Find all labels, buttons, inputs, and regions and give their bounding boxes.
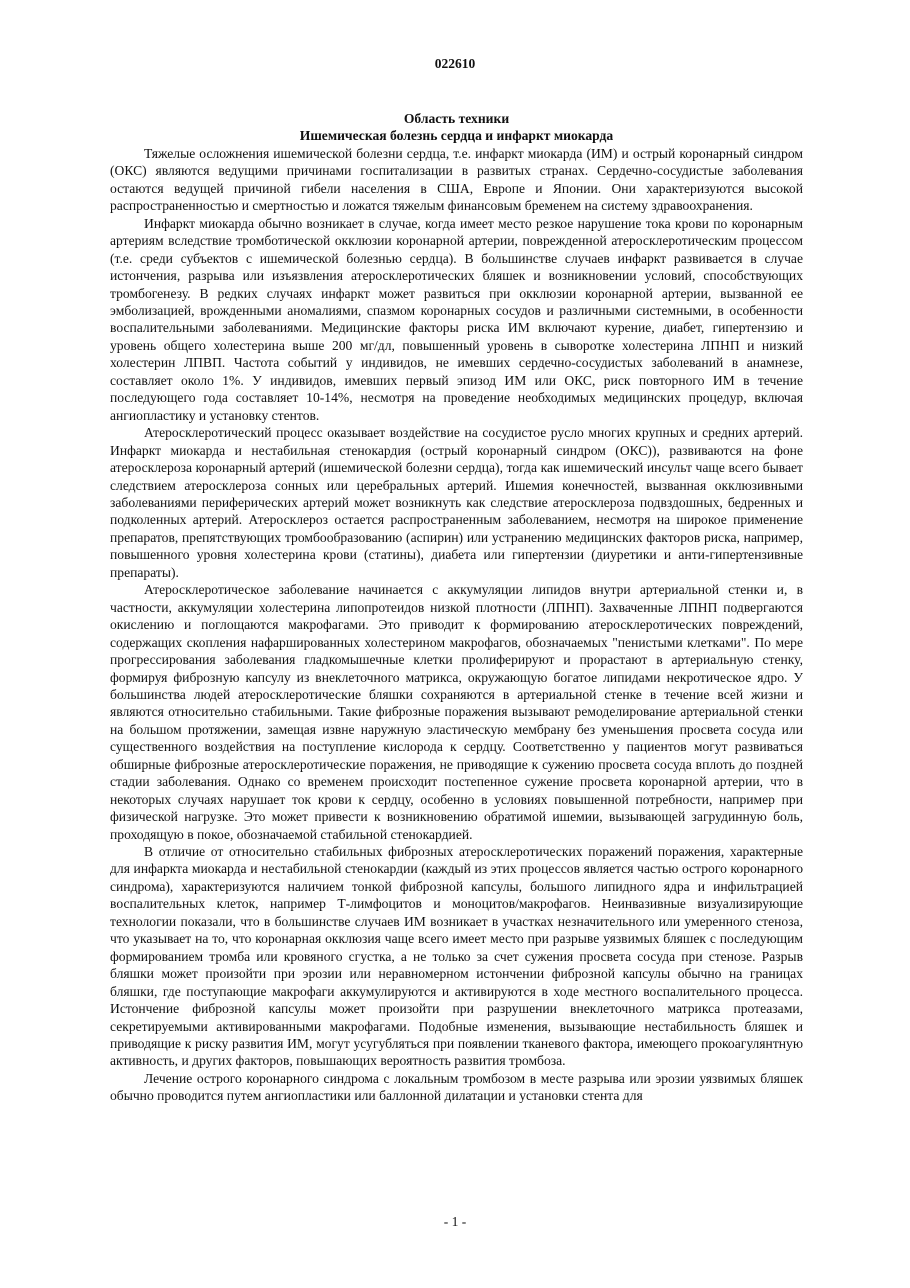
document-number: 022610 (434, 56, 476, 71)
section-title: Область техники (403, 111, 510, 126)
paragraph: Лечение острого коронарного синдрома с локальным тромбозом в месте разрыва или эрозии уязвимых бляшек обычно проводится путем ангиопластики или баллонной дилатации и установки стента для (110, 1070, 803, 1104)
document-body (110, 110, 803, 1105)
paragraph: Атеросклеротическое заболевание начинается с аккумуляции липидов внутри артериальной стенки и, в частности, аккумуляции холестерина липопротеидов низкой плотности (ЛПНП). Захваченные ЛПНП подвергаются окислению и поглощаются макрофагами. Это приводит к формированию атеросклеротических повреждений, содержащих скопления нафаршированных холестерином макрофагов, обозначаемых "пенистыми клетками". По мере прогрессирования заболевания гладкомышечные клетки пролиферируют и прорастают в артериальную стенку, формируя фиброзную капсулу из внеклеточного матрикса, окружающую богатое липидами некротическое ядро. У большинства людей атеросклеротические бляшки сохраняются в артериальной стенке в течение всей жизни и являются относительно стабильными. Такие фиброзные поражения вызывают ремоделирование артериальной стенки на большом протяжении, замещая извне наружную эластическую мембрану без уменьшения просвета сосуда или существенного воздействия на поступление кислорода к сердцу. Соответственно у пациентов могут развиваться обширные фиброзные атеросклеротические поражения, не приводящие к сужению просвета сосуда вплоть до поздней стадии заболевания. Однако со временем происходит постепенное сужение просвета коронарной артерии, что в некоторых случаях нарушает ток крови к сердцу, особенно в условиях повышенной потребности, например при физической нагрузке. Это может привести к возникновению обратимой ишемии, вызывающей загрудинную боль, проходящую в покое, обозначаемой стабильной стенокардией. (110, 582, 803, 842)
subsection-title: Ишемическая болезнь сердца и инфаркт миокарда (299, 128, 614, 144)
paragraph: Тяжелые осложнения ишемической болезни сердца, т.е. инфаркт миокарда (ИМ) и острый коронарный синдром (ОКС) являются ведущими причинами госпитализации в развитых странах. Сердечно-сосудистые заболевания остаются ведущей причиной гибели населения в США, Европе и Японии. Они характеризуются высокой распространенностью и смертностью и ложатся тяжелым финансовым бременем на систему здравоохранения. (110, 145, 803, 214)
paragraph: Инфаркт миокарда обычно возникает в случае, когда имеет место резкое нарушение тока крови по коронарным артериям вследствие тромботической окклюзии коронарной артерии, поврежденной атеросклеротическим процессом (т.е. среди субъектов с ишемической болезнью сердца). В большинстве случаев инфаркт развивается в случае истончения, разрыва или изъязвления атеросклеротических бляшек и возникновении условий, способствующих тромбогенезу. В редких случаях инфаркт может развиться при окклюзии коронарной артерии, вызванной ее эмболизацией, врожденными аномалиями, спазмом коронарных сосудов и различными системными, в особенности воспалительными заболеваниями. Медицинские факторы риска ИМ включают курение, диабет, гипертензию и уровень общего холестерина выше 200 мг/дл, повышенный уровень в сыворотке холестерина ЛПНП и низкий холестерин ЛПВП. Частота событий у индивидов, не имевших сердечно-сосудистых заболеваний в анамнезе, составляет около 1%. У индивидов, имевших первый эпизод ИМ или ОКС, риск повторного ИМ в течение последующего года составляет 10-14%, несмотря на проведение необходимых медицинских процедур, включая ангиопластику и установку стентов. (110, 215, 803, 423)
paragraph: В отличие от относительно стабильных фиброзных атеросклеротических поражений поражения, характерные для инфаркта миокарда и нестабильной стенокардии (каждый из этих процессов является частью острого коронарного синдрома), характеризуются наличием тонкой фиброзной капсулы, большого липидного ядра и инфильтрацией воспалительных клеток, например Т-лимфоцитов и моноцитов/макрофагов. Неинвазивные визуализирующие технологии показали, что в большинстве случаев ИМ возникает в участках незначительного или умеренного стеноза, что указывает на то, что коронарная окклюзия чаще всего имеет место при разрыве уязвимых бляшек с последующим формированием тромба или кровяного сгустка, а не только за счет сужения просвета сосуда при стенозе. Разрыв бляшки может произойти при эрозии или неравномерном истончении фиброзной капсулы обычно на границах бляшки, где поступающие макрофаги аккумулируются и активируются в ходе местного воспалительного процесса. Истончение фиброзной капсулы может произойти при разрушении внеклеточного матрикса протеазами, секретируемыми активированными макрофагами. Подобные изменения, вызывающие нестабильность бляшек и приводящие к риску развития ИМ, могут усугубляться при появлении тканевого фактора, имеющего прокоагулянтную активность, и других факторов, повышающих вероятность развития тромбоза. (110, 844, 803, 1069)
page-number: - 1 - (443, 1214, 467, 1229)
paragraph: Атеросклеротический процесс оказывает воздействие на сосудистое русло многих крупных и средних артерий. Инфаркт миокарда и нестабильная стенокардия (острый коронарный синдром (ОКС)), развиваются на фоне атеросклероза коронарный артерий (ишемической болезни сердца), тогда как ишемический инсульт чаще всего бывает следствием атеросклероза сонных или церебральных артерий. Ишемия конечностей, вызванная окклюзивными заболеваниями периферических артерий может возникнуть как следствие атеросклероза подвздошных, бедренных и подколенных артерий. Атеросклероз остается распространенным заболеванием, несмотря на широкое применение препаратов, препятствующих тромбообразованию (аспирин) или устранению медицинских факторов риска, например, повышенного уровня холестерина крови (статины), диабета или гипертензии (диуретики и анти-гипертензивные препараты). (110, 425, 803, 580)
